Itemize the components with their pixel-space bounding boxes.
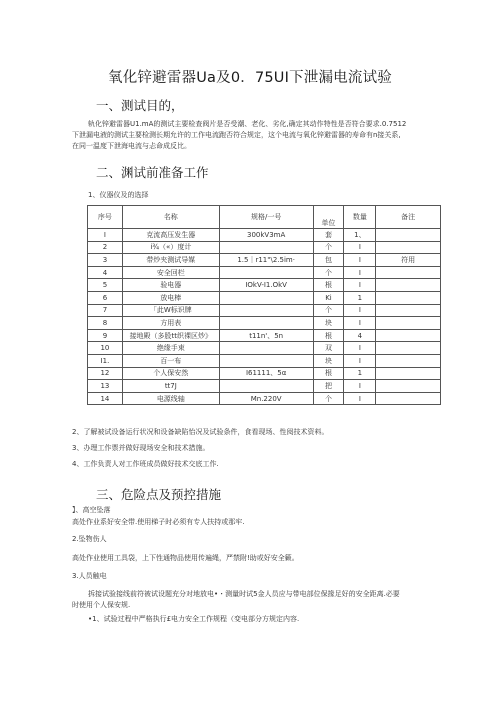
table-cell: 验电器	[122, 279, 219, 292]
table-cell	[219, 317, 313, 330]
table-row	[88, 392, 441, 405]
table-cell: 符用	[376, 254, 441, 267]
table-cell	[376, 317, 441, 330]
table-cell	[219, 304, 313, 317]
table-cell: 9	[88, 329, 123, 342]
equipment-table	[87, 205, 441, 405]
risk-label: 3.人员触电	[72, 572, 107, 580]
table-cell: 块	[313, 354, 344, 367]
table-cell: 「此W标识牌	[122, 304, 219, 317]
table-row	[88, 266, 441, 279]
table-cell: 把	[313, 380, 344, 393]
table-cell: I	[344, 342, 376, 355]
table-cell: I61111、5α	[219, 367, 313, 380]
table-cell: I1.	[88, 354, 123, 367]
paragraph-line: 轨化锌避雷器U1.mA的测试主要检查阀片是否受潮、老化、劣化,确定其动作特性是否符合要求.0.7512	[88, 120, 407, 128]
table-row	[88, 241, 441, 254]
table-cell: 7	[88, 304, 123, 317]
table-cell: 13	[88, 380, 123, 393]
table-cell: tt7J	[122, 380, 219, 393]
table-cell: 套	[313, 229, 344, 242]
document-title: 氧化锌避雷器Ua及0．75UI下泄漏电流试验	[108, 70, 392, 86]
table-cell: I	[344, 266, 376, 279]
table-cell	[219, 342, 313, 355]
table-cell: 带炒夹测试导媒	[122, 254, 219, 267]
table-cell: 1、	[344, 229, 376, 242]
table-cell	[219, 241, 313, 254]
list-item: 4、工作负责人对工作班成员做好技术交底工作.	[72, 460, 219, 468]
table-cell: 5	[88, 279, 123, 292]
risk-sub-item: •1、试验过程中严格执行£电力安全工作规程（变电部分方规定内容.	[88, 615, 300, 623]
table-header-cell: 单位	[313, 206, 344, 229]
list-item: 2、了解被试设备运行状况和设备缺陷怡况及试验条件，食看现场、性阅技术资料。	[72, 428, 329, 436]
table-cell	[376, 329, 441, 342]
risk-label: 】、高空坠落	[72, 506, 111, 514]
table-cell	[219, 266, 313, 279]
table-cell	[219, 291, 313, 304]
table-cell: 安全回栏	[122, 266, 219, 279]
table-row	[88, 304, 441, 317]
risk-text-continued: 时使用个人保安规.	[72, 601, 131, 609]
table-cell	[376, 367, 441, 380]
table-header-cell: 备注	[376, 206, 441, 229]
risk-text: 高处作业使用工具袋，上下性通物品使用传遍绳，严禁附!助或好安全籁。	[72, 554, 299, 562]
table-row	[88, 229, 441, 242]
table-cell	[376, 279, 441, 292]
paragraph-line: 在同一温度下泄海电流与忐命成反比。	[72, 142, 191, 150]
table-cell: 电源线轴	[122, 392, 219, 405]
table-cell: I	[344, 279, 376, 292]
table-cell: 双	[313, 342, 344, 355]
table-cell: 块	[313, 317, 344, 330]
table-row	[88, 291, 441, 304]
table-cell: 个	[313, 392, 344, 405]
table-cell: 4	[88, 266, 123, 279]
table-row	[88, 354, 441, 367]
table-cell: 300kV3mA	[219, 229, 313, 242]
table-row	[88, 317, 441, 330]
table-row	[88, 342, 441, 355]
table-cell: i¾（«）度计	[122, 241, 219, 254]
list-item: 3、办理工作票并做好现场安全和技术措施。	[72, 444, 210, 452]
table-cell: 1	[344, 367, 376, 380]
table-cell: 个	[313, 304, 344, 317]
table-cell: 3	[88, 254, 123, 267]
table-cell	[376, 291, 441, 304]
table-cell: I	[344, 354, 376, 367]
table-cell	[219, 354, 313, 367]
table-cell	[376, 241, 441, 254]
table-cell: I	[344, 317, 376, 330]
table-header-cell: 规格/一号	[219, 206, 313, 229]
subheading-instruments: 1、仪器仪及的选择	[88, 191, 149, 199]
table-cell	[376, 342, 441, 355]
table-cell: 个	[313, 266, 344, 279]
section-heading-risks: 三、危险点及预控措施	[96, 487, 222, 502]
section-heading-preparation: 二、渊试前准备工作	[96, 165, 209, 180]
table-cell: 4	[344, 329, 376, 342]
table-row	[88, 279, 441, 292]
table-cell: 根	[313, 279, 344, 292]
table-cell: 10	[88, 342, 123, 355]
table-cell	[219, 380, 313, 393]
paragraph-line: 下泄漏电液的测试主要检测长期允许的工作电流跑否符合规定，这个电流与氧化锌避雷器的寿命有n接关系,	[72, 131, 401, 139]
table-cell: IOkV-I1.OkV	[219, 279, 313, 292]
table-row	[88, 380, 441, 393]
risk-label: 2.坠物伤人	[72, 535, 107, 543]
table-cell: 绝缘手束	[122, 342, 219, 355]
table-row	[88, 254, 441, 267]
table-cell: 12	[88, 367, 123, 380]
section-heading-purpose: 一、测试目的，	[96, 98, 184, 113]
table-cell: 个人保安然	[122, 367, 219, 380]
table-cell: I	[344, 241, 376, 254]
table-cell: 个	[313, 241, 344, 254]
table-cell: 1	[344, 291, 376, 304]
table-cell: I	[344, 380, 376, 393]
table-cell: 百一布	[122, 354, 219, 367]
table-header-cell: 数量	[344, 206, 376, 229]
table-cell	[376, 380, 441, 393]
table-cell: 接地殿（多股tt织裸区炒》	[122, 329, 219, 342]
table-cell	[376, 266, 441, 279]
table-cell	[376, 229, 441, 242]
table-cell	[376, 304, 441, 317]
table-header-cell: 名称	[122, 206, 219, 229]
table-row	[88, 367, 441, 380]
table-cell: I	[344, 304, 376, 317]
risk-text: 拆接试验接线前符被试设题充分对地放电•・测量时试5金人员应与带电部位保掾足好的安全距离.必要	[88, 590, 400, 598]
table-cell: 放电棒	[122, 291, 219, 304]
table-cell: 14	[88, 392, 123, 405]
table-cell: 2	[88, 241, 123, 254]
table-cell: 8	[88, 317, 123, 330]
table-cell: t11n'、5n	[219, 329, 313, 342]
table-cell: 方用表	[122, 317, 219, 330]
risk-text: 高处作业系好安全带.使用梯子时必须有专人扶持或那牢.	[72, 518, 245, 526]
table-cell: I	[344, 392, 376, 405]
table-header-row	[88, 206, 441, 229]
table-cell: I	[344, 254, 376, 267]
table-cell: 克流高压发生器	[122, 229, 219, 242]
table-cell: 6	[88, 291, 123, 304]
table-row	[88, 329, 441, 342]
table-cell: 1.5｜r11"\2.5im·	[219, 254, 313, 267]
table-cell	[376, 354, 441, 367]
table-cell: Ki	[313, 291, 344, 304]
table-header-cell: 序号	[88, 206, 123, 229]
table-cell: 根	[313, 329, 344, 342]
table-cell: 根	[313, 367, 344, 380]
table-cell: I	[88, 229, 123, 242]
table-cell: Mn.220V	[219, 392, 313, 405]
table-cell	[376, 392, 441, 405]
table-cell: 包	[313, 254, 344, 267]
